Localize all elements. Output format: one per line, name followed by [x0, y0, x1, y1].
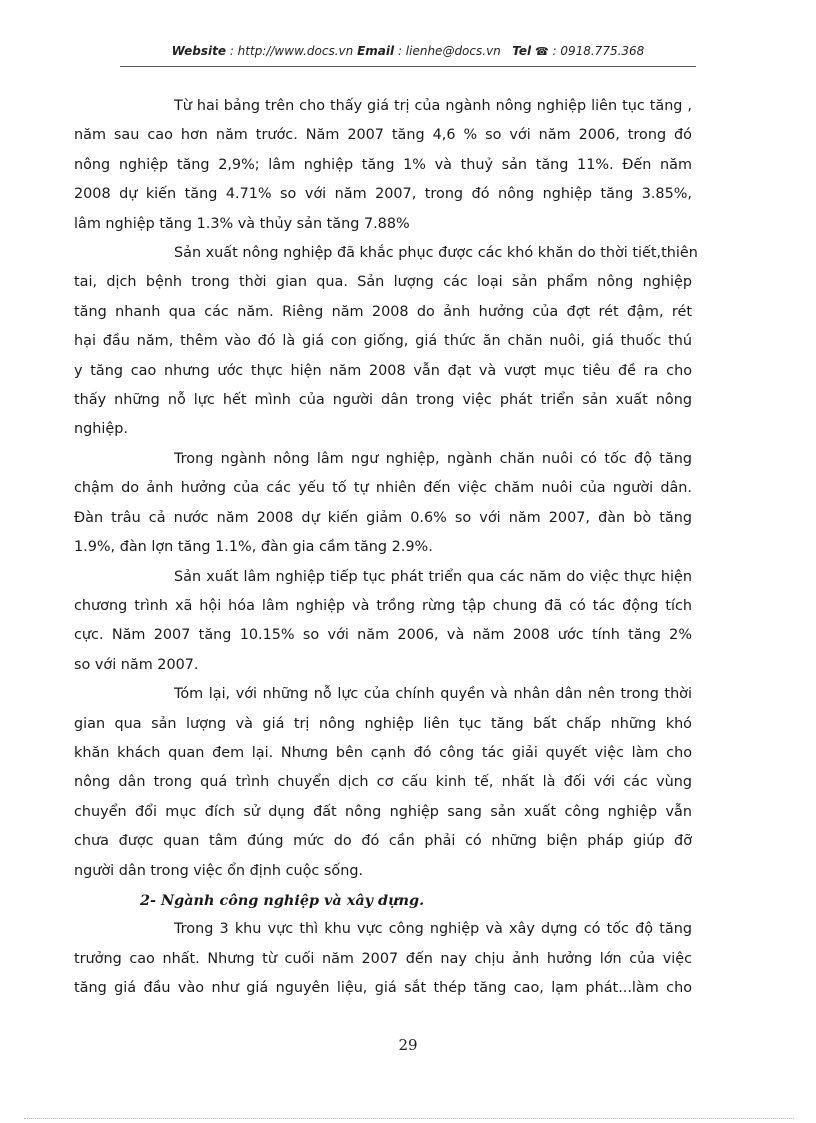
paragraph-3 — [74, 445, 692, 563]
text-line: nghiệp. — [74, 421, 128, 438]
text-line: năm sau cao hơn năm trước. Năm 2007 tăng 4,6 % so với năm 2006, trong đó — [74, 127, 692, 144]
text-line: Trong 3 khu vực thì khu vực công nghiệp và xây dựng có tốc độ tăng — [174, 921, 692, 938]
text-line: chưa được quan tâm đúng mức do đó cần phải có những biện pháp giúp đỡ — [74, 833, 692, 850]
text-line: tai, dịch bệnh trong thời gian qua. Sản lượng các loại sản phẩm nông nghiệp — [74, 274, 692, 291]
text-line: y tăng cao nhưng ước thực hiện năm 2008 vẫn đạt và vượt mục tiêu đề ra cho — [74, 362, 692, 379]
email-separator: : — [394, 44, 406, 58]
tel-label: Tel — [512, 44, 532, 58]
page-number: 29 — [398, 1036, 418, 1054]
text-line: Từ hai bảng trên cho thấy giá trị của ngành nông nghiệp liên tục tăng , — [174, 98, 692, 114]
text-line: nông nghiệp tăng 2,9%; lâm nghiệp tăng 1% và thuỷ sản tăng 11%. Đến năm — [74, 156, 692, 173]
paragraph-4 — [74, 563, 692, 681]
text-line: trưởng cao nhất. Nhưng từ cuối năm 2007 đến nay chịu ảnh hưởng lớn của việc — [74, 950, 692, 967]
text-line: 1.9%, đàn lợn tăng 1.1%, đàn gia cầm tăng 2.9%. — [74, 539, 433, 556]
text-line: cực. Năm 2007 tăng 10.15% so với năm 2006, và năm 2008 ước tính tăng 2% — [74, 627, 692, 644]
page-header — [120, 44, 696, 58]
tel-number: 0918.775.368 — [560, 44, 645, 58]
text-line: khăn khách quan đem lại. Nhưng bên cạnh đó công tác giải quyết việc làm cho — [74, 744, 692, 761]
text-line: lâm nghiệp tăng 1.3% và thủy sản tăng 7.88% — [74, 215, 410, 232]
paragraph-1 — [74, 92, 692, 239]
text-line: nông dân trong quá trình chuyển dịch cơ cấu kinh tế, nhất là đối với các vùng — [74, 774, 692, 791]
text-line: Tóm lại, với những nỗ lực của chính quyền và nhân dân nên trong thời — [174, 686, 692, 703]
website-label: Website — [171, 44, 226, 58]
footer-divider — [24, 1118, 794, 1119]
website-url-link[interactable]: http://www.docs.vn — [237, 44, 354, 58]
email-address-link[interactable]: lienhe@docs.vn — [405, 44, 501, 58]
text-line: so với năm 2007. — [74, 656, 199, 673]
email-label: Email — [357, 44, 395, 58]
text-line: hại đầu năm, thêm vào đó là giá con giống, giá thức ăn chăn nuôi, giá thuốc thú — [74, 333, 692, 350]
text-line: người dân trong việc ổn định cuộc sống. — [74, 862, 364, 879]
text-line: Sản xuất nông nghiệp đã khắc phục được các khó khăn do thời tiết,thiên — [174, 245, 698, 262]
text-line: tăng giá đầu vào như giá nguyên liệu, giá sắt thép tăng cao, lạm phát...làm cho — [74, 980, 692, 997]
section-paragraph — [74, 915, 692, 1003]
tel-separator: : — [548, 44, 561, 58]
phone-icon: ☎ — [534, 45, 549, 58]
paragraph-5 — [74, 680, 692, 886]
document-body — [74, 92, 698, 1004]
text-line: chương trình xã hội hóa lâm nghiệp và trồng rừng tập chung đã có tác động tích — [74, 597, 692, 614]
text-line: chuyển đổi mục đích sử dụng đất nông nghiệp sang sản xuất công nghiệp vẫn — [74, 803, 692, 820]
text-line: 2008 dự kiến tăng 4.71% so với năm 2007, trong đó nông nghiệp tăng 3.85%, — [74, 186, 692, 203]
text-line: Đàn trâu cả nước năm 2008 dự kiến giảm 0.6% so với năm 2007, đàn bò tăng — [74, 509, 692, 526]
text-line: Sản xuất lâm nghiệp tiếp tục phát triển qua các năm do việc thực hiện — [174, 568, 692, 585]
section-heading: 2- Ngành công nghiệp và xây dựng. — [140, 891, 425, 909]
text-line: gian qua sản lượng và giá trị nông nghiệp liên tục tăng bất chấp những khó — [74, 715, 692, 732]
header-divider — [120, 66, 696, 67]
text-line: Trong ngành nông lâm ngư nghiệp, ngành chăn nuôi có tốc độ tăng — [174, 450, 692, 467]
text-line: chậm do ảnh hưởng của các yếu tố tự nhiên đến việc chăm nuôi của người dân. — [74, 480, 692, 497]
text-line: thấy những nỗ lực hết mình của người dân trong việc phát triển sản xuất nông — [74, 392, 692, 409]
website-separator: : — [226, 44, 238, 58]
paragraph-2 — [74, 239, 698, 445]
text-line: tăng nhanh qua các năm. Riêng năm 2008 do ảnh hưởng của đợt rét đậm, rét — [74, 303, 692, 320]
